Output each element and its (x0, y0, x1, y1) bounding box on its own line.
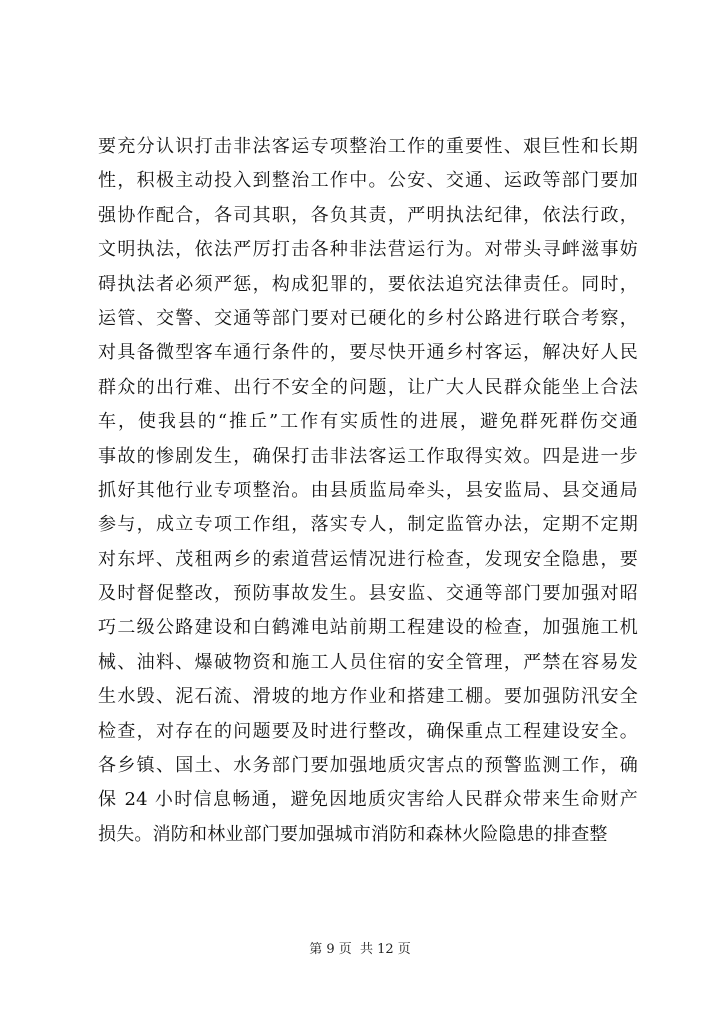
text-line: 各乡镇、国土、水务部门要加强地质灾害点的预警监测工作，确 (98, 755, 638, 777)
text-line: 及时督促整改，预防事故发生。县安监、交通等部门要加强对昭 (98, 583, 638, 605)
text-line: 事故的惨剧发生，确保打击非法客运工作取得实效。四是进一步 (98, 445, 638, 467)
text-line: 碍执法者必须严惩，构成犯罪的，要依法追究法律责任。同时， (98, 273, 638, 295)
text-line: 要充分认识打击非法客运专项整治工作的重要性、艰巨性和长期 (98, 136, 638, 157)
text-line: 强协作配合，各司其职，各负其责，严明执法纪律，依法行政， (98, 204, 638, 226)
text-line: 抓好其他行业专项整治。由县质监局牵头，县安监局、县交通局 (98, 479, 638, 501)
page-footer (0, 938, 720, 957)
text-line: 对具备微型客车通行条件的，要尽快开通乡村客运，解决好人民 (98, 342, 638, 364)
text-line: 群众的出行难、出行不安全的问题，让广大人民群众能坐上合法 (98, 376, 638, 398)
text-line: 车，使我县的“推丘”工作有实质性的进展，避免群死群伤交通 (98, 411, 638, 433)
text-line: 检查，对存在的问题要及时进行整改，确保重点工程建设安全。 (98, 720, 638, 742)
text-line: 文明执法，依法严厉打击各种非法营运行为。对带头寻衅滋事妨 (98, 239, 638, 261)
page-number: 第 9 页 (309, 942, 352, 957)
text-line: 损失。消防和林业部门要加强城市消防和森林火险隐患的排查整 (98, 823, 608, 845)
page-total: 共 12 页 (359, 942, 411, 957)
body-text (98, 130, 638, 852)
text-line: 巧二级公路建设和白鹤滩电站前期工程建设的检查，加强施工机 (98, 617, 638, 639)
text-line: 对东坪、茂租两乡的索道营运情况进行检查，发现安全隐患，要 (98, 548, 638, 570)
text-line: 参与，成立专项工作组，落实专人，制定监管办法，定期不定期 (98, 514, 638, 536)
text-line: 性，积极主动投入到整治工作中。公安、交通、运政等部门要加 (98, 170, 638, 192)
text-line: 生水毁、泥石流、滑坡的地方作业和搭建工棚。要加强防汛安全 (98, 686, 638, 708)
text-line: 运管、交警、交通等部门要对已硬化的乡村公路进行联合考察， (98, 307, 638, 329)
text-line: 械、油料、爆破物资和施工人员住宿的安全管理，严禁在容易发 (98, 651, 638, 673)
text-line: 保 24 小时信息畅通，避免因地质灾害给人民群众带来生命财产 (98, 789, 638, 811)
